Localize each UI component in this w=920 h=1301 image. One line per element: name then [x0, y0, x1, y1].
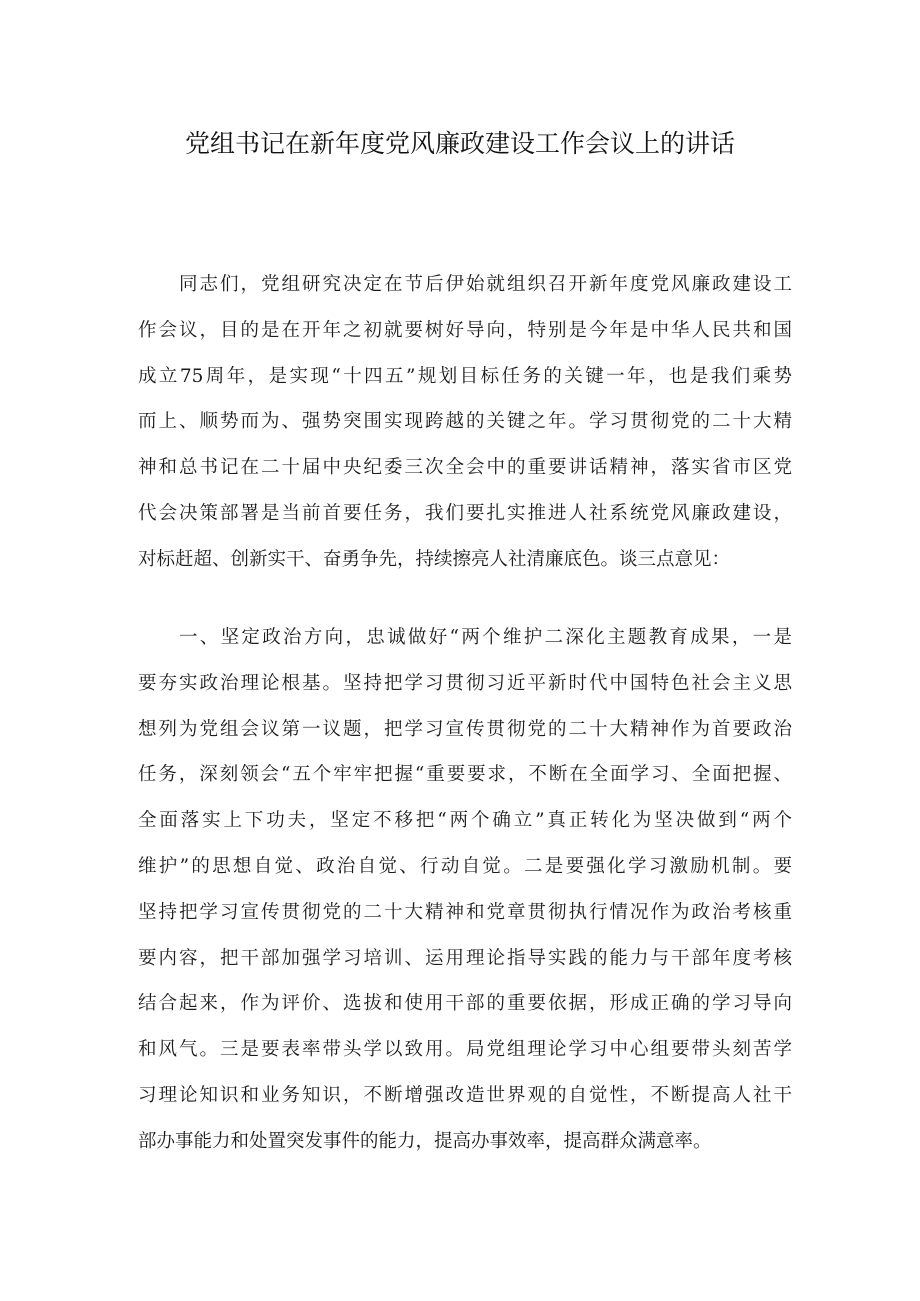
paragraph-line: 要内容，把干部加强学习培训、运用理论指导实践的能力与干部年度考核: [138, 947, 792, 969]
paragraph-line: 同志们，党组研究决定在节后伊始就组织召开新年度党风廉政建设工: [179, 274, 792, 295]
paragraph-line: 神和总书记在二十届中央纪委三次全会中的重要讲话精神，落实省市区党: [138, 457, 792, 479]
paragraph-section-one: [138, 615, 792, 1165]
paragraph-line: 要夯实政治理论根基。坚持把学习贯彻习近平新时代中国特色社会主义思: [138, 672, 792, 694]
paragraph-line: 想列为党组会议第一议题，把学习宣传贯彻党的二十大精神作为首要政治: [138, 718, 792, 740]
paragraph-line: 坚持把学习宣传贯彻党的二十大精神和党章贯彻执行情况作为政治考核重: [138, 901, 792, 923]
paragraph-line: 一、坚定政治方向，忠诚做好“两个维护二深化主题教育成果，一是: [179, 627, 792, 648]
paragraph-line: 部办事能力和处置突发事件的能力，提高办事效率，提高群众满意率。: [138, 1130, 712, 1152]
paragraph-line: 作会议，目的是在开年之初就要树好导向，特别是今年是中华人民共和国: [138, 319, 792, 341]
paragraph-line: 任务，深刻领会“五个牢牢把握“重要要求，不断在全面学习、全面把握、: [138, 764, 792, 786]
paragraph-line: 成立75周年，是实现“十四五”规划目标任务的关键一年，也是我们乘势: [138, 365, 792, 387]
paragraph-line: 结合起来，作为评价、选拔和使用干部的重要依据，形成正确的学习导向: [138, 993, 792, 1015]
paragraph-intro: [138, 262, 792, 583]
paragraph-line: 对标赶超、创新实干、奋勇争先，持续擦亮人社清廉底色。谈三点意见：: [138, 548, 731, 570]
paragraph-line: 而上、顺势而为、强势突围实现跨越的关键之年。学习贯彻党的二十大精: [138, 411, 792, 433]
paragraph-line: 代会决策部署是当前首要任务，我们要扎实推进人社系统党风廉政建设，: [138, 502, 792, 524]
document-title: 党组书记在新年度党风廉政建设工作会议上的讲话: [184, 129, 735, 158]
paragraph-line: 维护”的思想自觉、政治自觉、行动自觉。二是要强化学习激励机制。要: [138, 855, 792, 877]
paragraph-line: 习理论知识和业务知识，不断增强改造世界观的自觉性，不断提高人社干: [138, 1084, 792, 1106]
paragraph-line: 全面落实上下功夫，坚定不移把“两个确立”真正转化为坚决做到“两个: [138, 810, 792, 832]
paragraph-line: 和风气。三是要表率带头学以致用。局党组理论学习中心组要带头刻苦学: [138, 1039, 792, 1061]
